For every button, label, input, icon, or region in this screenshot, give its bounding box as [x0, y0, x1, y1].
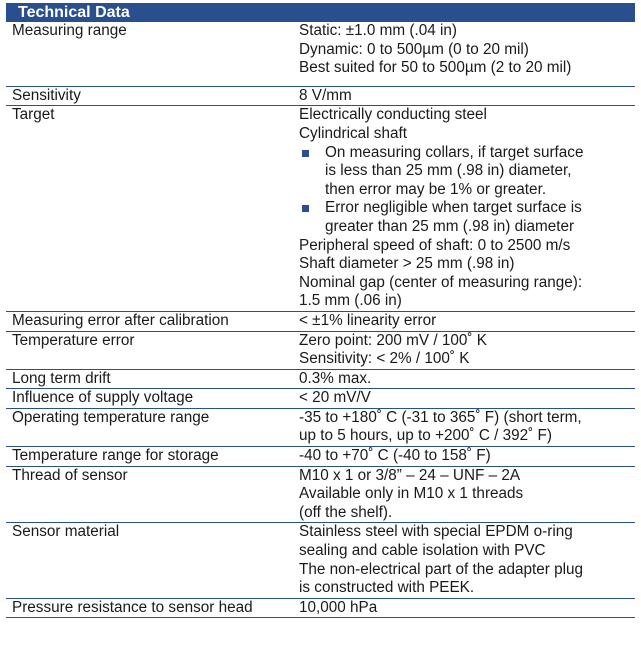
- value-line: The non-electrical part of the adapter plug: [299, 560, 584, 578]
- table-row: [6, 331, 635, 369]
- row-label: Measuring error after calibration: [6, 311, 292, 331]
- row-value: [292, 86, 635, 106]
- table-row: [6, 523, 635, 598]
- row-value: [292, 389, 635, 409]
- table-row: [6, 447, 635, 467]
- row-value: [292, 331, 635, 369]
- table-row: [6, 598, 635, 618]
- table-row: [6, 311, 635, 331]
- row-value: [292, 22, 635, 86]
- value-line: 10,000 hPa: [299, 598, 378, 616]
- table-row: [6, 22, 635, 86]
- value-line: sealing and cable isolation with PVC: [299, 542, 546, 560]
- value-line: < 20 mV/V: [299, 389, 371, 407]
- value-line: M10 x 1 or 3/8” – 24 – UNF – 2A: [299, 466, 521, 484]
- value-line: Shaft diameter > 25 mm (.98 in): [299, 255, 515, 273]
- section-title: Technical Data: [6, 3, 635, 22]
- value-line: Nominal gap (center of measuring range):: [299, 273, 583, 291]
- bullet-line: then error may be 1% or greater.: [325, 180, 547, 198]
- table-row: [6, 369, 635, 389]
- list-item: [299, 144, 635, 200]
- value-line: is constructed with PEEK.: [299, 579, 475, 597]
- table-row: [6, 466, 635, 523]
- row-label: Thread of sensor: [6, 466, 292, 523]
- value-line: 8 V/mm: [299, 86, 352, 104]
- row-label: Long term drift: [6, 369, 292, 389]
- row-label: Measuring range: [6, 22, 292, 86]
- spec-table: [6, 22, 635, 618]
- bullet-list: [299, 144, 635, 237]
- table-row: [6, 389, 635, 409]
- row-value: [292, 106, 635, 312]
- value-line: -35 to +180˚ C (-31 to 365˚ F) (short term,: [299, 408, 582, 426]
- value-line: up to 5 hours, up to +200˚ C / 392˚ F): [299, 427, 552, 445]
- value-line: 0.3% max.: [299, 369, 372, 387]
- bullet-line: On measuring collars, if target surface: [325, 143, 584, 161]
- value-line: Zero point: 200 mV / 100˚ K: [299, 331, 487, 349]
- value-line: < ±1% linearity error: [299, 311, 437, 329]
- value-line: Electrically conducting steel: [299, 106, 487, 124]
- value-line: Available only in M10 x 1 threads: [299, 485, 524, 503]
- value-line: 1.5 mm (.06 in): [299, 292, 402, 310]
- bullet-line: Error negligible when target surface is: [325, 199, 582, 217]
- value-line: Cylindrical shaft: [299, 124, 407, 142]
- row-label: Temperature range for storage: [6, 447, 292, 467]
- bullet-line: is less than 25 mm (.98 in) diameter,: [325, 162, 572, 180]
- list-item: [299, 199, 635, 236]
- table-row: [6, 408, 635, 446]
- row-value: [292, 369, 635, 389]
- square-bullet-icon: [302, 205, 309, 212]
- table-row: [6, 106, 635, 312]
- row-label: Pressure resistance to sensor head: [6, 598, 292, 618]
- row-label: Target: [6, 106, 292, 312]
- row-value: [292, 311, 635, 331]
- value-line: Peripheral speed of shaft: 0 to 2500 m/s: [299, 236, 571, 254]
- value-line: Dynamic: 0 to 500µm (0 to 20 mil): [299, 40, 529, 58]
- row-value: [292, 523, 635, 598]
- value-line: Stainless steel with special EPDM o-ring: [299, 523, 573, 541]
- row-value: [292, 447, 635, 467]
- value-line: Best suited for 50 to 500µm (2 to 20 mil): [299, 59, 572, 77]
- square-bullet-icon: [302, 150, 309, 157]
- row-label: Operating temperature range: [6, 408, 292, 446]
- bullet-line: greater than 25 mm (.98 in) diameter: [325, 217, 575, 235]
- row-label: Temperature error: [6, 331, 292, 369]
- row-value: [292, 466, 635, 523]
- row-label: Sensor material: [6, 523, 292, 598]
- row-value: [292, 598, 635, 618]
- value-line: Static: ±1.0 mm (.04 in): [299, 22, 458, 39]
- value-line: -40 to +70˚ C (-40 to 158˚ F): [299, 447, 491, 465]
- value-line: Sensitivity: < 2% / 100˚ K: [299, 350, 470, 368]
- table-row: [6, 86, 635, 106]
- row-value: [292, 408, 635, 446]
- row-label: Sensitivity: [6, 86, 292, 106]
- value-line: (off the shelf).: [299, 503, 393, 521]
- row-label: Influence of supply voltage: [6, 389, 292, 409]
